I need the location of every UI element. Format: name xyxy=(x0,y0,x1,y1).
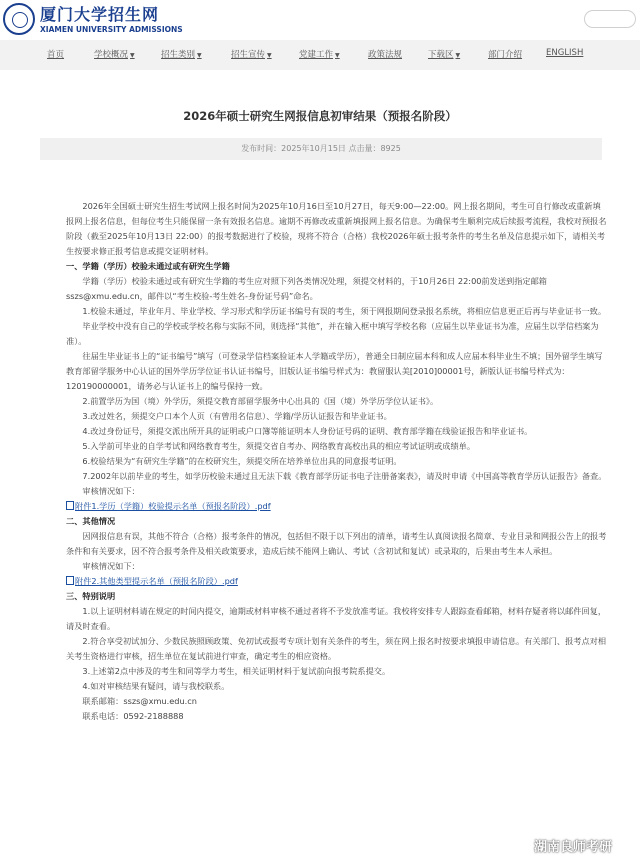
body-paragraph: 联系电话：0592-2188888 xyxy=(82,711,184,721)
body-paragraph: 联系邮箱：sszs@xmu.edu.cn xyxy=(82,696,197,706)
nav-item-english[interactable]: ENGLISH xyxy=(546,48,584,58)
attachment-link[interactable]: 附件1.学历（学籍）校验提示名单（预报名阶段）.pdf xyxy=(75,501,271,511)
main-nav xyxy=(0,40,640,70)
section-heading: 一、学籍（学历）校验未通过或有研究生学籍 xyxy=(66,261,230,271)
nav-item-download[interactable]: 下载区 ▼ xyxy=(428,50,461,60)
site-logo[interactable] xyxy=(3,3,183,37)
section-heading: 三、特别说明 xyxy=(66,591,116,601)
body-paragraph: 5.入学前可毕业的自学考试和网络教育考生，须提交省自考办、网络教育高校出具的相应考试证明或成绩单。 xyxy=(82,441,476,451)
body-paragraph: 2026年全国硕士研究生招生考试网上报名时间为2025年10月16日至10月27日，每天9:00—22:00。网上报名期间，考生可自行修改或重新填报网上报名信息，但每位考生只能保留一条有效报名信息。逾期不再修改或重新填报网上报名信息。为确保考生顺利完成后续报考流程，我校对预报名阶段（截至2025年10月13日 22:00）的报考数据进行了校验，现将不符合（合格）我校2026年硕士报考条件的考生名单及信息提示如下，请相关考生按要求修正报考信息或提交证明材料。 xyxy=(66,201,607,256)
file-icon xyxy=(66,501,74,510)
nav-item-policy[interactable]: 政策法规 xyxy=(368,50,403,60)
logo-chinese-text: 厦门大学招生网 xyxy=(40,5,160,24)
body-paragraph: 6.校验结果为“有研究生学籍”的在校研究生，须提交所在培养单位出具的同意报考证明。 xyxy=(82,456,402,466)
nav-item-department[interactable]: 部门介绍 xyxy=(488,50,523,60)
nav-item-categories[interactable]: 招生类别 ▼ xyxy=(161,50,202,60)
body-paragraph: 4.改过身份证号，须提交派出所开具的证明或户口簿等能证明本人身份证号码的证明、教育部学籍在线验证报告和毕业证书。 xyxy=(82,426,533,436)
logo-english-text: XIAMEN UNIVERSITY ADMISSIONS xyxy=(40,25,183,34)
attachment-link[interactable]: 附件2.其他类型提示名单（预报名阶段）.pdf xyxy=(75,576,238,586)
nav-item-about[interactable]: 学校概况 ▼ xyxy=(94,50,135,60)
body-paragraph: 7.2002年以前毕业的考生，如学历校验未通过且无法下载《教育部学历证书电子注册备案表》，请及时申请《中国高等教育学历认证报告》备查。 xyxy=(82,471,607,481)
nav-item-promotion[interactable]: 招生宣传 ▼ xyxy=(231,50,272,60)
body-paragraph: 3.改过姓名，须提交户口本个人页（有曾用名信息）、学籍/学历认证报告和毕业证书。 xyxy=(82,411,392,421)
body-paragraph: 2.符合享受初试加分、少数民族照顾政策、免初试或报考专项计划有关条件的考生，须在网上报名时按要求填报申请信息。有关部门、报考点对相关考生资格进行审核，招生单位在复试前进行审查，确定考生的相应资格。 xyxy=(66,636,607,661)
nav-item-party[interactable]: 党建工作 ▼ xyxy=(299,50,340,60)
section-heading: 二、其他情况 xyxy=(66,516,116,526)
chevron-down-icon: ▼ xyxy=(197,52,202,59)
body-paragraph: 4.如对审核结果有疑问，请与我校联系。 xyxy=(82,681,230,691)
chevron-down-icon: ▼ xyxy=(130,52,135,59)
body-paragraph: 因网报信息有误，其他不符合（合格）报考条件的情况，包括但不限于以下列出的清单，请考生认真阅读报名简章、专业目录和网报公告上的报考条件和有关要求，因不符合报考条件及相关政策要求，造成后续不能网上确认、考试（含初试和复试）或录取的，后果由考生本人承担。 xyxy=(66,531,607,556)
body-paragraph: 审核情况如下： xyxy=(82,561,140,571)
chevron-down-icon: ▼ xyxy=(455,52,461,59)
chevron-down-icon: ▼ xyxy=(267,52,272,59)
site-header xyxy=(0,0,640,40)
article-title: 2026年硕士研究生网报信息初审结果（预报名阶段） xyxy=(183,109,457,123)
article-meta: 发布时间：2025年10月15日 点击量：8925 xyxy=(40,138,602,160)
nav-item-home[interactable]: 首页 xyxy=(47,50,65,60)
file-icon xyxy=(66,576,74,585)
university-seal-icon xyxy=(3,3,35,35)
chevron-down-icon: ▼ xyxy=(335,52,340,59)
body-paragraph: 1.以上证明材料请在规定的时间内提交，逾期或材料审核不通过者将不予发放准考证。我校将安排专人跟踪查看邮箱，材料存疑者将以邮件回复，请及时查看。 xyxy=(66,606,607,631)
body-paragraph: 1.校验未通过，毕业年月、毕业学校、学习形式和学历证书编号有误的考生，须于网报期间登录报名系统，将相应信息更正后再与毕业证书一致。 xyxy=(82,306,607,316)
body-paragraph: 毕业学校中没有自己的学校或学校名称与实际不同，则选择“其他”，并在输入框中填写学校名称（应届生以毕业证书为准，应届生以学信档案为准）。 xyxy=(66,321,599,346)
body-paragraph: 3.上述第2点中涉及的考生和同等学力考生，相关证明材料于复试前向报考院系提交。 xyxy=(82,666,391,676)
search-input[interactable] xyxy=(584,10,636,28)
body-paragraph: 学籍（学历）校验未通过或有研究生学籍的考生应对照下列各类情况处理，须提交材料的，于10月26日 22:00前发送到指定邮箱sszs@xmu.edu.cn，邮件以“考生校验-考生姓名-身份证号码”命名。 xyxy=(66,276,547,301)
source-watermark: 湖南良师考研 xyxy=(534,840,613,855)
attachment-item xyxy=(66,574,608,589)
body-paragraph: 审核情况如下： xyxy=(82,486,140,496)
attachment-item xyxy=(66,499,608,514)
article-body xyxy=(66,199,608,724)
body-paragraph: 往届生毕业证书上的“证书编号”填写（可登录学信档案验证本人学籍或学历），普通全日制应届本科和成人应届本科毕业生不填；国外留学生填写教育部留学服务中心认证的国外学历学位证书认证书编号，旧版认证书编号样式为：教留服认美[2010]00001号，新版认证书编号样式为：120190000001，请务必与认证书上的编号保持一致。 xyxy=(66,351,603,391)
body-paragraph: 2.前置学历为国（境）外学历，须提交教育部留学服务中心出具的《国（境）外学历学位认证书》。 xyxy=(82,396,439,406)
